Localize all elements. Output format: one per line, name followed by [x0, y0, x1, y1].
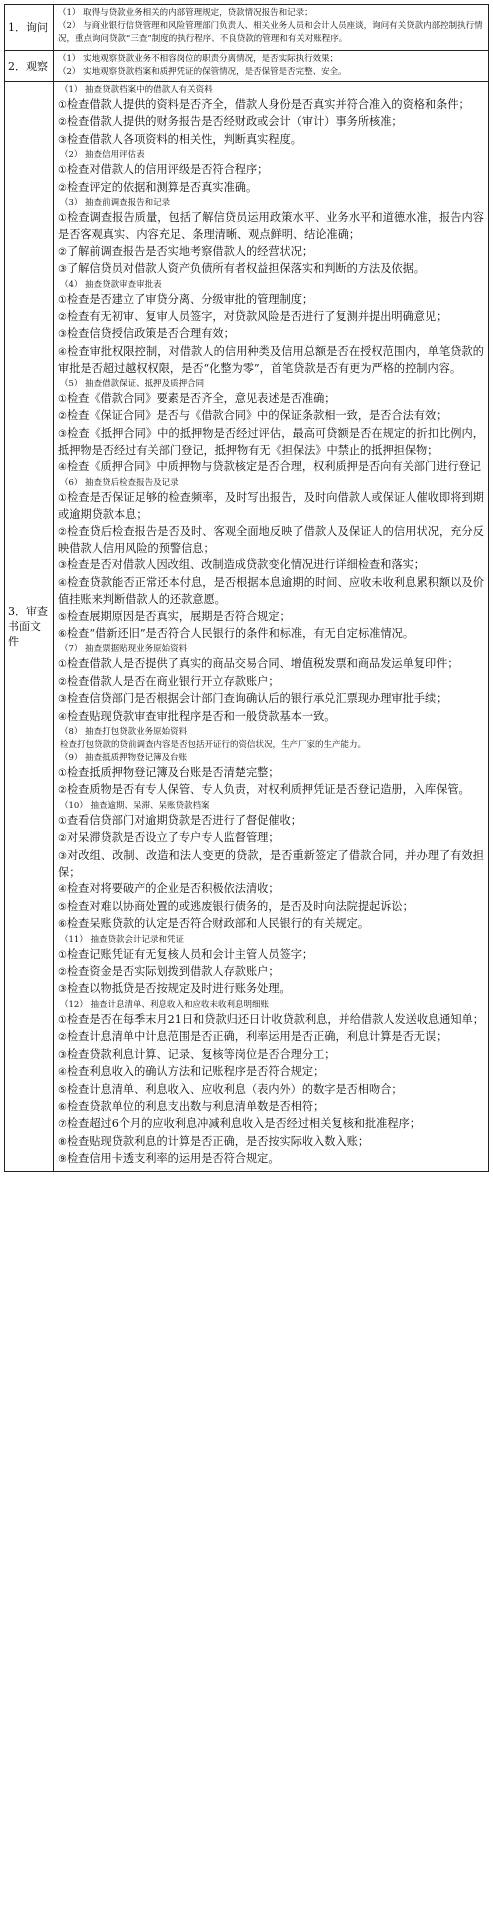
procedure-table — [4, 4, 489, 1172]
item-number: ① — [58, 768, 67, 779]
item-number: ③ — [58, 694, 67, 706]
item-number: ② — [58, 182, 67, 194]
item-text: 检查借款人是否在商业银行开立存款账户； — [66, 674, 280, 688]
check-item — [58, 1151, 484, 1168]
check-item — [58, 244, 484, 261]
item-text: 检查超过6个月的应收利息冲减利息收入是否经过相关复核和批准程序； — [66, 1117, 421, 1131]
section-title: （2） 抽查信用评估表 — [60, 150, 145, 161]
check-item — [58, 656, 484, 673]
item-text: 检查展期原因是否真实，展期是否符合规定； — [66, 609, 291, 623]
check-item — [58, 490, 484, 524]
item-text: 检查抵质押物登记簿及台账是否清楚完整； — [66, 766, 280, 779]
item-number: ③ — [58, 984, 67, 996]
item-number: ① — [58, 815, 67, 827]
check-item — [58, 899, 484, 916]
item-text: 检查呆账贷款的认定是否符合财政部和人民银行的有关规定。 — [66, 917, 370, 931]
check-item — [58, 1099, 484, 1116]
item-text: 了解信贷员对借款人资产负债所有者权益担保落实和判断的方法及依据。 — [66, 262, 425, 276]
item-text: 检查贷款单位的利息支出数与利息清单数是否相符； — [66, 1099, 325, 1113]
content-line: （1） 取得与贷款业务相关的内部管理规定，贷款情况报告和记录； — [58, 8, 313, 18]
item-number: ① — [58, 492, 68, 504]
item-text: 检查计息清单、利息收入、应收利息（表内外）的数字是否相吻合； — [66, 1082, 403, 1096]
item-number: ③ — [58, 850, 68, 862]
item-number: ③ — [58, 134, 67, 146]
item-text: 了解前调查报告是否实地考察借款人的经营状况； — [66, 244, 314, 258]
item-text: 检查借款人提供的财务报告是否经财政或会计（审计）事务所核准； — [66, 115, 403, 129]
item-number: ② — [58, 967, 67, 979]
item-text: 查看信贷部门对逾期贷款是否进行了督促催收； — [66, 813, 302, 827]
check-item — [58, 813, 484, 830]
check-item — [58, 575, 484, 609]
item-number: ② — [58, 526, 68, 538]
item-text: 检查借款人提供的资料是否齐全，借款人身份是否真实并符合准入的资格和条件； — [66, 98, 470, 111]
item-number: ④ — [58, 884, 67, 896]
check-item — [58, 391, 484, 408]
item-text: 对改组、改制、改造和法人变更的贷款，是否重新签定了借款合同，并办理了有效担保； — [58, 848, 484, 880]
item-number: ③ — [58, 1049, 67, 1061]
item-number: ① — [58, 100, 67, 111]
section-title: （9） 抽查抵质押物登记簿及台账 — [60, 753, 188, 763]
check-item — [58, 97, 484, 114]
check-item — [58, 524, 484, 558]
item-text: 检查《抵押合同》中的抵押物是否经过评估，最高可贷额是否在规定的折扣比例内，抵押物是否经过有关部门登记，抵押物有无《担保法》中禁止的抵押担保物； — [58, 426, 484, 457]
content-line: （2） 实地观察贷款档案和质押凭证的保管情况，是否保管是否完整、安全。 — [58, 67, 347, 77]
section-title: （1） 抽查贷款档案中的借款人有关资料 — [60, 85, 213, 95]
item-number: ① — [58, 213, 68, 225]
check-item — [58, 1116, 484, 1133]
check-item — [58, 326, 484, 343]
check-item — [58, 916, 484, 933]
item-number: ② — [58, 411, 67, 423]
item-number: ⑥ — [58, 1101, 67, 1113]
item-text: 检查贴现贷款利息的计算是否正确，是否按实际收入数入账； — [66, 1134, 370, 1148]
check-item — [58, 344, 484, 378]
item-text: 检查对将要破产的企业是否积极依法清收； — [66, 882, 280, 896]
check-item — [58, 261, 484, 278]
item-text: 检查借款人是否提供了真实的商品交易合同、增值税发票和商品发运单复印件； — [66, 657, 459, 671]
item-text: 对呆滞贷款是否设立了专户专人监督管理； — [66, 831, 280, 845]
check-item — [58, 162, 484, 179]
item-number: ② — [58, 246, 67, 258]
item-number: ⑧ — [58, 1136, 67, 1148]
item-text: 检查计息清单中计息范围是否正确，利率运用是否正确，利息计算是否无误； — [66, 1030, 448, 1044]
row-document-review — [5, 82, 489, 1172]
check-item — [58, 964, 484, 981]
item-number: ④ — [58, 346, 68, 358]
item-text: 检查利息收入的确认方法和记账程序是否符合规定； — [66, 1065, 325, 1079]
item-number: ⑦ — [58, 1119, 67, 1131]
section-note: 检查打包贷款的贷前调查内容是否包括开证行的资信状况，生产厂家的生产能力。 — [60, 740, 367, 750]
check-item — [58, 1082, 484, 1099]
item-text: 检查资金是否实际划拨到借款人存款账户； — [66, 965, 280, 979]
item-text: 检查贴现贷款审查审批程序是否和一般贷款基本一致。 — [66, 709, 336, 723]
item-number: ④ — [58, 577, 68, 589]
item-text: 检查《借款合同》要素是否齐全，意见表述是否准确； — [66, 391, 336, 405]
item-text: 检查对难以协商处置的或逃废银行债务的，是否及时向法院提起诉讼； — [66, 899, 414, 913]
check-item — [58, 609, 484, 626]
section-title: （7） 抽查票据贴现业务原始资料 — [60, 644, 188, 655]
check-item — [58, 114, 484, 131]
row-label: 2．观察 — [5, 51, 54, 82]
item-number: ⑤ — [58, 901, 67, 913]
section-title: （12） 抽查计息清单、利息收入和应收未收利息明细账 — [60, 999, 270, 1010]
section-title: （3） 抽查前调查报告和记录 — [60, 198, 171, 209]
check-item — [58, 782, 484, 799]
item-text: 检查评定的依据和测算是否真实准确。 — [66, 180, 258, 194]
content-line: （2） 与商业银行信贷管理和风险管理部门负责人、相关业务人员和会计人员座谈，询问有关贷款内部控制执行情况，重点询问贷款“三查”制度的执行程序、不良贷款的管理和有关对账程序。 — [58, 21, 483, 44]
item-number: ① — [58, 165, 67, 177]
section-title: （4） 抽查贷款审查审批表 — [60, 279, 162, 290]
check-item — [58, 626, 484, 643]
item-text: 检查是否在每季末月21日和贷款归还日计收贷款利息，并给借款人发送收息通知单； — [66, 1012, 484, 1026]
item-number: ④ — [58, 711, 67, 723]
item-number: ③ — [58, 560, 67, 572]
check-item — [58, 1012, 484, 1029]
item-text: 检查对借款人的信用评级是否符合程序； — [66, 163, 269, 177]
check-item — [58, 459, 484, 476]
item-number: ⑤ — [58, 611, 67, 623]
check-item — [58, 1134, 484, 1151]
item-number: ② — [58, 312, 67, 324]
check-item — [58, 848, 484, 882]
procedure-table-body — [5, 5, 489, 1172]
row-inquiry — [5, 5, 489, 51]
check-item — [58, 557, 484, 574]
item-text: 检查有无初审、复审人员签字，对贷款风险是否进行了复测并提出明确意见； — [66, 310, 448, 324]
check-item — [58, 408, 484, 425]
section-title: （5） 抽查借款保证、抵押及质押合同 — [60, 378, 205, 389]
row-label: 1．询问 — [5, 5, 54, 51]
section-title: （11） 抽查贷款会计记录和凭证 — [60, 934, 185, 945]
item-text: 检查审批权限控制，对借款人的信用种类及信用总额是否在授权范围内，单笔贷款的审批是否超过越权权限，是否“化整为零”，首笔贷款是否有更为严格的控制内容。 — [58, 344, 484, 376]
check-item — [58, 674, 484, 691]
item-text: 检查是否建立了审贷分离、分级审批的管理制度； — [66, 292, 314, 306]
check-item — [58, 709, 484, 726]
item-number: ② — [58, 833, 67, 845]
item-text: 检查记账凭证有无复核人员和会计主管人员签字； — [66, 947, 314, 961]
item-number: ③ — [58, 428, 68, 440]
item-number: ③ — [58, 329, 67, 341]
row-content — [54, 51, 489, 82]
item-number: ② — [58, 117, 67, 129]
check-item — [58, 210, 484, 244]
check-item — [58, 691, 484, 708]
item-number: ⑥ — [58, 628, 67, 640]
item-text: 检查是否保证足够的检查频率，及时写出报告，及时向借款人或保证人催收即将到期或逾期贷款本息； — [58, 490, 484, 522]
item-text: 检查贷后检查报告是否及时、客观全面地反映了借款人及保证人的信用状况，充分反映借款人信用风险的预警信息； — [58, 524, 484, 555]
section-title: （10） 抽查逾期、呆滞、呆账贷款档案 — [60, 800, 210, 811]
item-number: ④ — [58, 1067, 67, 1079]
item-number: ⑨ — [58, 1154, 67, 1166]
content-line: （1） 实地观察贷款业务不相容岗位的职责分离情况，是否实际执行效果； — [58, 54, 339, 64]
item-text: 检查信贷部门是否根据会计部门查询确认后的银行承兑汇票现办理审批手续； — [66, 692, 448, 706]
check-item — [58, 881, 484, 898]
check-item — [58, 1029, 484, 1046]
item-text: 检查是否对借款人因改组、改制造成贷款变化情况进行详细检查和落实； — [66, 558, 425, 572]
check-item — [58, 947, 484, 964]
check-item — [58, 309, 484, 326]
check-item — [58, 765, 484, 782]
item-text: 检查以物抵贷是否按规定及时进行账务处理。 — [66, 982, 291, 996]
item-text: 检查信用卡透支利率的运用是否符合规定。 — [66, 1152, 280, 1166]
item-text: 检查借款人各项资料的相关性，判断真实程度。 — [66, 132, 302, 146]
item-number: ② — [58, 1032, 67, 1044]
item-number: ① — [58, 393, 67, 405]
item-number: ② — [58, 676, 67, 688]
section-title: （8） 抽查打包贷款业务原始资料 — [60, 727, 188, 737]
item-number: ③ — [58, 264, 67, 276]
item-text: 检查质物是否有专人保管、专人负责，对权利质押凭证是否登记造册，入库保管。 — [66, 783, 470, 797]
row-label: 3．审查书面文件 — [5, 82, 54, 1172]
item-text: 检查《保证合同》是否与《借款合同》中的保证条款相一致，是否合法有效； — [66, 409, 448, 423]
item-number: ① — [58, 659, 67, 671]
item-text: 检查贷款利息计算、记录、复核等岗位是否合理分工； — [66, 1047, 336, 1061]
check-item — [58, 981, 484, 998]
item-number: ⑤ — [58, 1084, 67, 1096]
review-content — [54, 82, 489, 1172]
item-number: ⑥ — [58, 919, 67, 931]
check-item — [58, 292, 484, 309]
item-number: ① — [58, 949, 67, 961]
check-item — [58, 132, 484, 149]
item-number: ④ — [58, 462, 67, 474]
check-item — [58, 1064, 484, 1081]
item-text: 检查贷款能否正常还本付息，是否根据本息逾期的时间、应收未收利息累积额以及价值挂账来判断借款人的还款意愿。 — [58, 575, 484, 607]
item-text: 检查信贷授信政策是否合理有效； — [66, 327, 235, 341]
check-item — [58, 830, 484, 847]
row-content — [54, 5, 489, 51]
check-item — [58, 180, 484, 197]
item-number: ② — [58, 785, 67, 797]
item-text: 检查调查报告质量，包括了解信贷员运用政策水平、业务水平和道德水准，报告内容是否客观真实、内容充足、条理清晰、观点鲜明、结论准确； — [58, 211, 484, 242]
section-title: （6） 抽查贷后检查报告及记录 — [60, 477, 179, 488]
item-number: ① — [58, 1014, 67, 1026]
row-observation — [5, 51, 489, 82]
item-text: 检查“借新还旧”是否符合人民银行的条件和标准，有无自定标准情况。 — [66, 626, 415, 640]
check-item — [58, 1047, 484, 1064]
item-text: 检查《质押合同》中质押物与贷款核定是否合理，权利质押是否向有关部门进行登记 — [66, 460, 481, 474]
check-item — [58, 426, 484, 460]
item-number: ① — [58, 294, 67, 306]
